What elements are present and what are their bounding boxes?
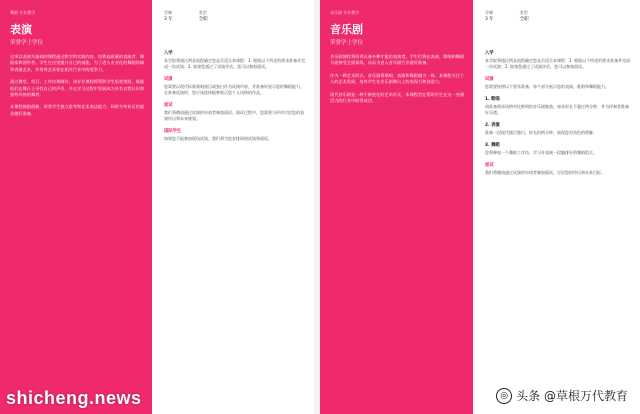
watermark-right-text: 头条 @草根万代教育 — [516, 389, 628, 403]
right-section-heading-6: 面试 — [485, 163, 494, 168]
right-duration-value: 3 年 — [485, 17, 494, 22]
left-section-text-3: 我们将邀请通过试演的申请者参加面试。面试过程中，您需要与评审讨论您的表演经历和未来规划。 — [164, 110, 304, 121]
right-detail-panel — [473, 0, 640, 414]
left-detail-panel — [152, 0, 314, 414]
right-section-heading-3: 1. 歌唱 — [485, 97, 500, 102]
right-section-heading-1: 入学 — [485, 51, 494, 56]
left-meta — [164, 10, 306, 22]
left-mode-label: 类型 — [198, 10, 207, 15]
right-section-heading-5: 3. 舞蹈 — [485, 143, 500, 148]
right-section-text-4: 准备一段现代剧目独白，时长约两分钟，展现您对角色的理解。 — [485, 130, 597, 135]
right-duration — [485, 10, 494, 22]
left-section-heading-4: 国际学生 — [164, 129, 182, 134]
left-mode — [199, 10, 208, 22]
right-title: 音乐剧 — [330, 23, 363, 36]
right-section-heading-2: 试演 — [485, 77, 494, 82]
left-paragraph-1: 这项以表演为基础的课程通过跨学科实践内容，培养高质量的表演者、舞蹈家和创作者。学生在这里提升自己的技能，为了进入专业化的舞蹈领域和表演艺术，并培养艺术家在相关行业中的竞争力。 — [10, 54, 145, 72]
left-header: 舞蹈 专业教学 — [10, 10, 36, 15]
right-intro-panel — [320, 0, 473, 414]
watermark-right — [492, 386, 632, 405]
right-section-text-1: 本学院将通过两步流程确定您是否适合本课程：1. 根据以下所述的要求准备并完成一次试演；2. 如果您通过了试演评估，您可以参加面试。 — [485, 58, 631, 69]
right-header: 音乐剧 专业教学 — [330, 10, 360, 15]
right-section-text-6: 我们将邀请通过试演的申请者参加面试，讨论您的经历和未来目标。 — [485, 170, 605, 175]
right-section-text-5: 您将参加一个舞蹈工作坊，学习并表演一段编排好的舞蹈组合。 — [485, 150, 597, 155]
left-section-text-4: 如果您不能参加现场试演，我们将为您安排网络试演和面试。 — [164, 136, 272, 141]
right-mode-label: 类型 — [519, 10, 528, 15]
right-section-text-2: 您需要按照以下要求准备，每个部分展示您的表演、歌唱和舞蹈能力。 — [485, 84, 609, 89]
left-duration-label: 学制 — [164, 10, 172, 15]
left-section-heading-3: 面试 — [164, 103, 173, 108]
left-section-heading-1: 入学 — [164, 51, 173, 56]
left-section-heading-2: 试演 — [164, 77, 173, 82]
right-meta — [485, 10, 632, 22]
right-subtitle: 荣誉学士学位 — [330, 40, 364, 46]
toutiao-logo-icon: ◎ — [496, 388, 512, 404]
left-section-text-1: 本学院将通过两步流程确定您是否适合本课程：1. 根据以下所述的要求准备并完成一次试演；2. 如果您通过了试演评估，您可以参加面试。 — [164, 58, 306, 69]
left-section-text-2: 您需要以现代标准演唱曲目或独白作为试演内容，并准备好展示您的舞蹈能力。在准备试演时，您应该选择能够展示您个人风格的作品。 — [164, 84, 304, 95]
right-section-heading-4: 2. 表演 — [485, 123, 500, 128]
left-duration — [164, 10, 173, 22]
left-duration-value: 3 年 — [164, 17, 173, 22]
right-paragraph-2: 作为一种艺术形式，音乐剧将歌唱、表演和舞蹈融为一体。本课程关注个人的艺术发展，培养学生在音乐剧舞台上的表现力和创造力。 — [330, 72, 465, 85]
watermark-left: shicheng.news — [6, 388, 142, 408]
right-paragraph-3: 现代音乐剧是一种不断变化的艺术形式，本课程旨在帮助学生在这一充满活力的行业中取得成功。 — [330, 91, 465, 104]
left-title: 表演 — [10, 23, 32, 36]
right-mode — [520, 10, 529, 22]
right-section-text-3: 请准备两首风格对比鲜明的音乐剧歌曲，每首时长不超过两分钟，并为伴奏者准备好乐谱。 — [485, 104, 629, 115]
left-paragraph-2: 通过课堂、项目、工作坊和制作，该专业课程将帮助学生拓宽视野，鼓励他们在舞台上寻找自己的声音，并在学习过程中发展成为具有自我认识和独特风格的舞者。 — [10, 79, 145, 98]
right-duration-label: 学制 — [485, 10, 493, 15]
right-paragraph-1: 音乐剧课程将培养具备多种才能的表演者。学生们将在表演、歌唱和舞蹈方面接受全面训练，从而为进入音乐剧行业做好准备。 — [330, 54, 465, 66]
right-mode-value: 全职 — [519, 17, 529, 22]
left-mode-value: 全职 — [198, 17, 208, 22]
left-subtitle: 荣誉学士学位 — [10, 40, 44, 46]
left-intro-panel — [0, 0, 152, 414]
left-paragraph-3: 本课程鼓励创新，培养学生独立思考和艺术表达能力，同时为毕业后的就业做好准备。 — [10, 104, 145, 116]
